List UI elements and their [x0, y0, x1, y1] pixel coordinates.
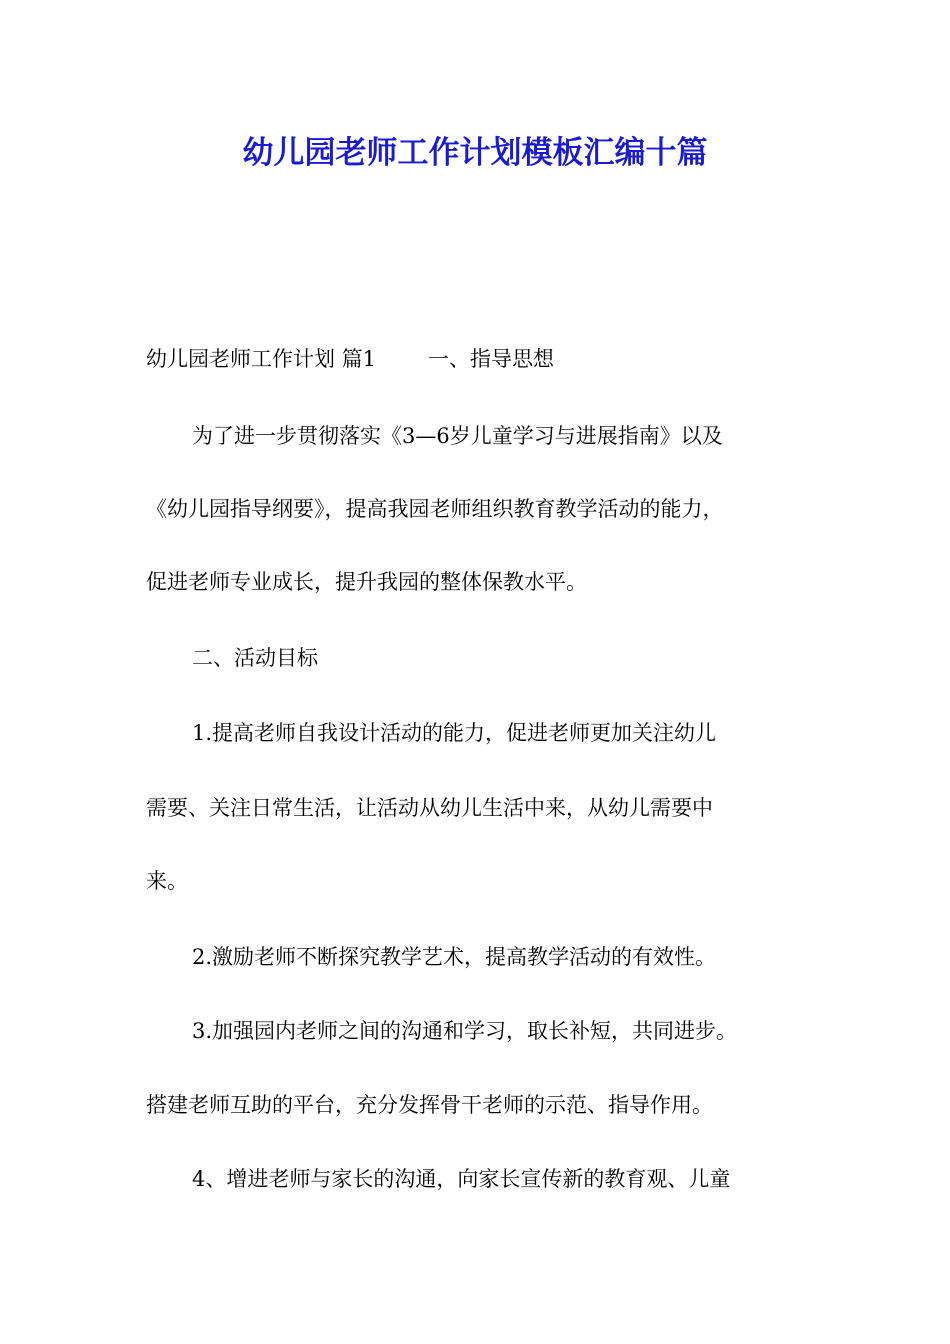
- paragraph-line: 为了进一步贯彻落实《3—6岁儿童学习与进展指南》以及: [192, 424, 723, 448]
- document-title: 幼儿园老师工作计划模板汇编十篇: [242, 135, 708, 171]
- section-title-goals: 二、活动目标: [192, 646, 318, 670]
- paragraph-line: 来。: [146, 869, 188, 893]
- paragraph-line: 促进老师专业成长，提升我园的整体保教水平。: [146, 570, 587, 594]
- section-title-guiding-ideology: 一、指导思想: [428, 347, 555, 371]
- paragraph-line: 《幼儿园指导纲要》，提高我园老师组织教育教学活动的能力，: [146, 497, 724, 521]
- paragraph-line: 需要、关注日常生活，让活动从幼儿生活中来，从幼儿需要中: [146, 796, 713, 820]
- plan-heading: 幼儿园老师工作计划 篇1: [146, 347, 377, 371]
- paragraph-line: 3.加强园内老师之间的沟通和学习，取长补短，共同进步。: [192, 1019, 738, 1043]
- paragraph-line: 搭建老师互助的平台，充分发挥骨干老师的示范、指导作用。: [146, 1093, 713, 1117]
- section-heading: [146, 344, 554, 374]
- paragraph-line: 4、增进老师与家长的沟通，向家长宣传新的教育观、儿童: [192, 1167, 731, 1191]
- paragraph-line: 2.激励老师不断探究教学艺术，提高教学活动的有效性。: [192, 945, 717, 969]
- paragraph-line: 1.提高老师自我设计活动的能力，促进老师更加关注幼儿: [192, 721, 717, 745]
